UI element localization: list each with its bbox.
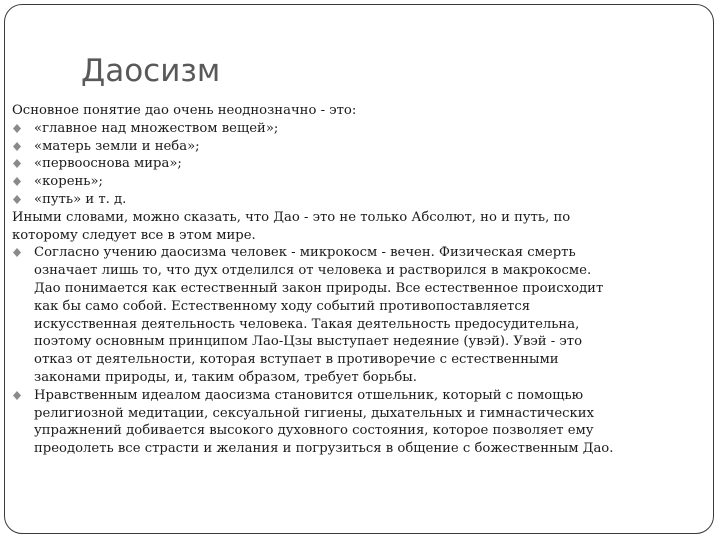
intro-text: Основное понятие дао очень неоднозначно - это: — [12, 103, 357, 118]
diamond-bullet-icon — [13, 195, 21, 204]
list-item — [12, 191, 712, 209]
list-item — [12, 138, 712, 156]
list-item — [12, 244, 712, 386]
list-item-line: законами природы, и, таким образом, требует борьбы. — [34, 369, 417, 385]
list-item-line: Согласно учению даосизма человек - микрокосм - вечен. Физическая смерть — [34, 245, 576, 261]
list-item-text: «путь» и т. д. — [34, 191, 127, 207]
list-item-line: упражнений добивается высокого духовного состояния, которое позволяет ему — [34, 423, 594, 439]
diamond-bullet-icon — [13, 124, 21, 133]
list-item-line: поэтому основным принципом Лао-Цзы выступает недеяние (увэй). Увэй - это — [34, 334, 583, 350]
diamond-bullet-icon — [13, 391, 21, 400]
list-item-line: отказ от деятельности, которая вступает в противоречие с естественными — [34, 352, 559, 368]
short-bullet-list — [12, 120, 712, 209]
list-item-line: религиозной медитации, сексуальной гигиены, дыхательных и гимнастических — [34, 405, 595, 421]
list-item-line: Нравственным идеалом даосизма становится отшельник, который с помощью — [34, 387, 584, 403]
list-item — [12, 120, 712, 138]
slide-title: Даосизм — [81, 53, 221, 89]
list-item-text: «корень»; — [34, 174, 103, 190]
list-item — [12, 173, 712, 191]
list-item — [12, 155, 712, 173]
list-item-line: как бы само собой. Естественному ходу событий противопоставляется — [34, 298, 531, 314]
paragraph — [12, 209, 712, 245]
list-item — [12, 387, 712, 458]
slide-frame — [4, 4, 714, 534]
list-item-text: «матерь земли и неба»; — [34, 138, 200, 154]
list-item-line: означает лишь то, что дух отделился от человека и растворился в макрокосме. — [34, 263, 592, 279]
diamond-bullet-icon — [13, 177, 21, 186]
list-item-line: искусственная деятельность человека. Такая деятельность предосудительна, — [34, 316, 580, 332]
paragraph-line: которому следует все в этом мире. — [12, 227, 256, 243]
slide-content — [12, 102, 712, 458]
diamond-bullet-icon — [13, 142, 21, 151]
diamond-bullet-icon — [13, 248, 21, 257]
list-item-line: Дао понимается как естественный закон природы. Все естественное происходит — [34, 280, 604, 296]
paragraph-line: Иными словами, можно сказать, что Дао - это не только Абсолют, но и путь, по — [12, 209, 571, 225]
list-item-text: «главное над множеством вещей»; — [34, 120, 279, 136]
list-item-line: преодолеть все страсти и желания и погрузиться в общение с божественным Дао. — [34, 441, 614, 457]
list-item-text: «первооснова мира»; — [34, 156, 182, 172]
diamond-bullet-icon — [13, 159, 21, 168]
